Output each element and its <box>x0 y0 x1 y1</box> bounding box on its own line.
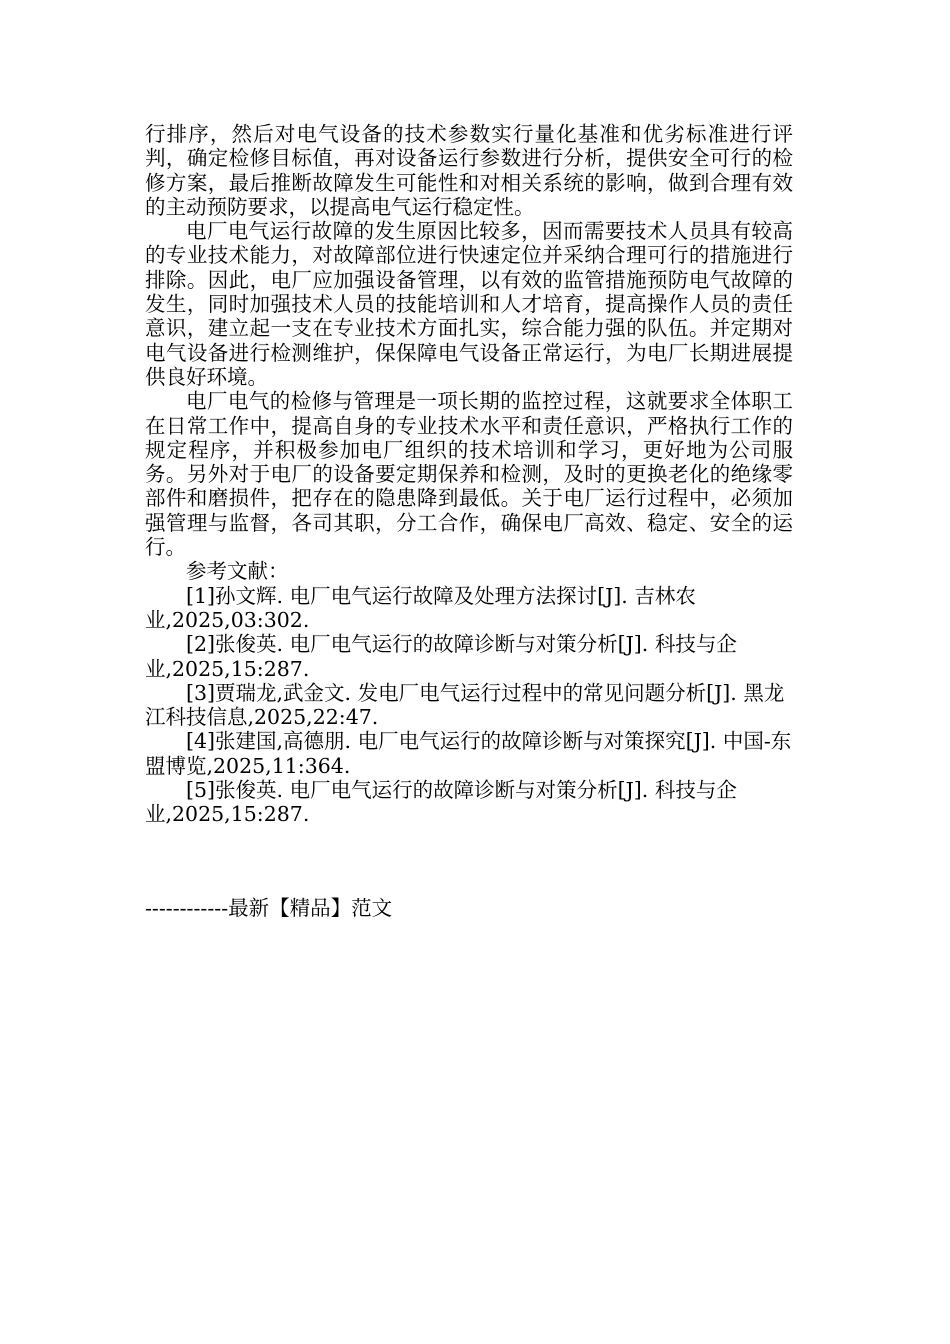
reference-item: [5]张俊英. 电厂电气运行的故障诊断与对策分析[J]. 科技与企业,2025,15:287. <box>145 778 737 827</box>
body-paragraph-continuation: 行排序，然后对电气设备的技术参数实行量化基准和优劣标准进行评判，确定检修目标值，再对设备运行参数进行分析，提供安全可行的检修方案，最后推断故障发生可能性和对相关系统的影响，做到合理有效的主动预防要求，以提高电气运行稳定性。 <box>145 122 793 219</box>
body-paragraph: 电厂电气的检修与管理是一项长期的监控过程，这就要求全体职工在日常工作中，提高自身的专业技术水平和责任意识，严格执行工作的规定程序，并积极参加电厂组织的技术培训和学习，更好地为公司服务。另外对于电厂的设备要定期保养和检测，及时的更换老化的绝缘零部件和磨损件，把存在的隐患降到最低。关于电厂运行过程中，必须加强管理与监督，各司其职，分工合作，确保电厂高效、稳定、安全的运行。 <box>145 389 793 560</box>
footer-banner: ------------最新【精品】范文 <box>145 896 393 920</box>
document-body <box>145 122 793 827</box>
reference-item: [3]贾瑞龙,武金文. 发电厂电气运行过程中的常见问题分析[J]. 黑龙江科技信息,2025,22:47. <box>145 680 785 730</box>
references-section <box>145 559 793 826</box>
reference-item: [4]张建国,高德朋. 电厂电气运行的故障诊断与对策探究[J]. 中国-东盟博览,2025,11:364. <box>145 729 792 778</box>
reference-item: [1]孙文辉. 电厂电气运行故障及处理方法探讨[J]. 吉林农业,2025,03:302. <box>145 583 696 632</box>
references-heading: 参考文献： <box>186 559 289 584</box>
reference-item: [2]张俊英. 电厂电气运行的故障诊断与对策分析[J]. 科技与企业,2025,15:287. <box>145 632 737 681</box>
body-paragraph: 电厂电气运行故障的发生原因比较多，因而需要技术人员具有较高的专业技术能力，对故障部位进行快速定位并采纳合理可行的措施进行排除。因此，电厂应加强设备管理，以有效的监管措施预防电气故障的发生，同时加强技术人员的技能培训和人才培育，提高操作人员的责任意识，建立起一支在专业技术方面扎实，综合能力强的队伍。并定期对电气设备进行检测维护，保保障电气设备正常运行，为电厂长期进展提供良好环境。 <box>145 219 793 389</box>
